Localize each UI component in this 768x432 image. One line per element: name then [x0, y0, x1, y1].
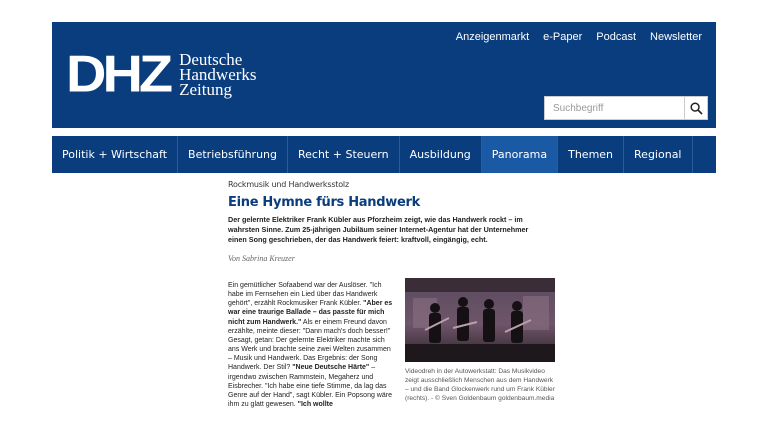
- band-photo-illustration: [405, 278, 555, 362]
- band-photo[interactable]: [405, 278, 555, 362]
- logo-wordmark: [179, 49, 257, 99]
- nav-panorama[interactable]: Panorama: [482, 136, 558, 173]
- search-button[interactable]: [684, 96, 708, 120]
- nav-ausbildung[interactable]: Ausbildung: [400, 136, 482, 173]
- nav-recht-steuern[interactable]: Recht + Steuern: [288, 136, 400, 173]
- article-header: [228, 180, 546, 263]
- main-navigation: [52, 136, 716, 173]
- logo-line-1: Deutsche: [179, 49, 243, 69]
- nav-regional[interactable]: Regional: [624, 136, 692, 173]
- search-input[interactable]: [544, 96, 684, 120]
- body-text-2: Als er einem Freund davon erzählte, meinte dieser: "Dann mach's doch besser!" Gesagt, getan: Der gelernte Elektriker machte sich ans Werk und brachte seine zwei Welten zusammen – Musik und Handwerk. Das Ergebnis: der Song Handwerk. Der Stil?: [228, 318, 391, 372]
- nav-betriebsfuehrung[interactable]: Betriebsführung: [178, 136, 288, 173]
- nav-themen[interactable]: Themen: [558, 136, 624, 173]
- dhz-logo[interactable]: [66, 44, 257, 103]
- link-newsletter[interactable]: Newsletter: [650, 31, 702, 43]
- logo-line-3: Zeitung: [179, 79, 232, 99]
- logo-line-2: Handwerks: [179, 64, 257, 84]
- body-text-1: Ein gemütlicher Sofaabend war der Auslöser. "Ich habe im Fernsehen ein Lied über das Handwerk gehört", erzählt Rockmusiker Frank Kübler.: [228, 282, 382, 308]
- article-kicker: Rockmusik und Handwerksstolz: [228, 180, 349, 189]
- search-bar: [544, 96, 708, 120]
- body-quote-2: "Neue Deutsche Härte": [292, 364, 370, 372]
- nav-politik-wirtschaft[interactable]: Politik + Wirtschaft: [52, 136, 178, 173]
- search-icon: [690, 102, 703, 115]
- article-lead: Der gelernte Elektriker Frank Kübler aus Pforzheim zeigt, wie das Handwerk rockt – im wahrsten Sinne. Zum 25-jährigen Jubiläum seiner Internet-Agentur hat der Unternehmer einen Song geschrieben, der das Handwerk feiert: kraftvoll, eingängig, echt.: [228, 215, 529, 244]
- article-headline: Eine Hymne fürs Handwerk: [228, 195, 420, 210]
- body-quote-3: "Ich wollte: [297, 401, 333, 409]
- link-podcast[interactable]: Podcast: [596, 31, 637, 43]
- article-body: [228, 281, 394, 409]
- link-anzeigenmarkt[interactable]: Anzeigenmarkt: [455, 31, 530, 43]
- body-text-3: – irgendwo zwischen Rammstein, Megaherz und Eisbrecher. "Ich habe eine tiefe Stimme, da lag das Genre auf der Hand", sagt Kübler. Ein Popsong wäre ihm zu glatt gewesen.: [228, 364, 392, 409]
- logo-mark: DHZ: [66, 44, 170, 103]
- site-header: [52, 22, 716, 128]
- photo-caption: Videodreh in der Autowerkstatt: Das Musikvideo zeigt ausschließlich Menschen aus dem Handwerk – und die Band Glockenwerk rund um Frank Kübler (rechts). - © Sven Goldenbaum goldenbaum.media: [405, 368, 555, 402]
- article-figure: [405, 278, 555, 403]
- article-author: Von Sabrina Kreuzer: [228, 254, 295, 263]
- top-links: [456, 31, 702, 43]
- body-quote-1: "Aber es war eine traurige Ballade – das passte für mich nicht zum Handwerk.": [228, 300, 393, 326]
- link-epaper[interactable]: e-Paper: [543, 31, 583, 43]
